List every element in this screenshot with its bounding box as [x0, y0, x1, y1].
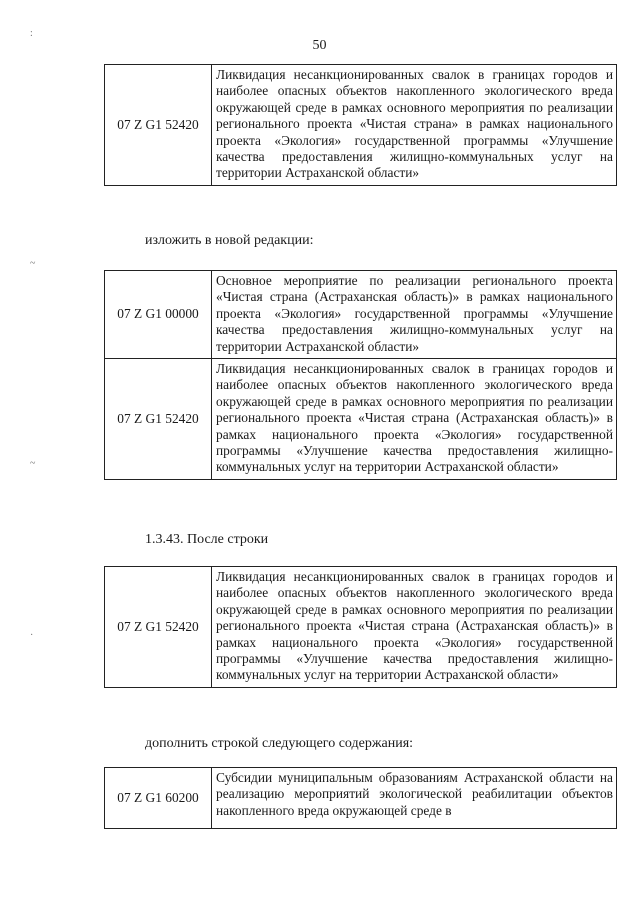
description-cell: Ликвидация несанкционированных свалок в границах городов и наиболее опасных объектов накопленного экологического вреда окружающей среде в рамках основного мероприятия по реализации регионального проекта «Чистая страна» в рамках национального проекта «Экология» государственной программы «Улучшение качества предоставления жилищно-коммунальных услуг на территории Астраханской области»	[212, 65, 617, 186]
instruction-paragraph: дополнить строкой следующего содержания:	[145, 736, 414, 751]
table-row	[105, 65, 617, 186]
scan-mark: ~	[30, 458, 36, 469]
table-row	[105, 271, 617, 359]
section-paragraph: 1.3.43. После строки	[145, 532, 269, 547]
table-old-row	[104, 64, 617, 186]
scan-mark: ·	[30, 630, 34, 641]
description-cell: Субсидии муниципальным образованиям Астраханской области на реализацию мероприятий экологической реабилитации объектов накопленного вреда окружающей среде в	[212, 768, 617, 829]
page-number: 50	[312, 38, 327, 53]
budget-code-cell: 07 Z G1 00000	[105, 271, 212, 359]
description-cell: Ликвидация несанкционированных свалок в границах городов и наиболее опасных объектов накопленного экологического вреда окружающей среде в рамках основного мероприятия по реализации регионального проекта «Чистая страна (Астраханская область)» в рамках национального проекта «Экология» государственной программы «Улучшение качества предоставления жилищно-коммунальных услуг на территории Астраханской области»	[212, 567, 617, 688]
budget-code-cell: 07 Z G1 52420	[105, 65, 212, 186]
budget-code-cell: 07 Z G1 60200	[105, 768, 212, 829]
instruction-paragraph: изложить в новой редакции:	[145, 233, 314, 248]
budget-code-cell: 07 Z G1 52420	[105, 567, 212, 688]
table-row	[105, 567, 617, 688]
table-new-edition	[104, 270, 617, 480]
budget-code-cell: 07 Z G1 52420	[105, 359, 212, 480]
scan-mark: :	[30, 28, 33, 39]
table-row	[105, 768, 617, 829]
table-row	[105, 359, 617, 480]
description-cell: Основное мероприятие по реализации регионального проекта «Чистая страна (Астраханская область)» в рамках национального проекта «Экология» государственной программы «Улучшение качества предоставления жилищно-коммунальных услуг на территории Астраханской области»	[212, 271, 617, 359]
table-added-row	[104, 767, 617, 829]
table-after-row	[104, 566, 617, 688]
description-cell: Ликвидация несанкционированных свалок в границах городов и наиболее опасных объектов накопленного экологического вреда окружающей среде в рамках основного мероприятия по реализации регионального проекта «Чистая страна (Астраханская область)» в рамках национального проекта «Экология» государственной программы «Улучшение качества предоставления жилищно-коммунальных услуг на территории Астраханской области»	[212, 359, 617, 480]
scan-mark: ~	[30, 258, 36, 269]
